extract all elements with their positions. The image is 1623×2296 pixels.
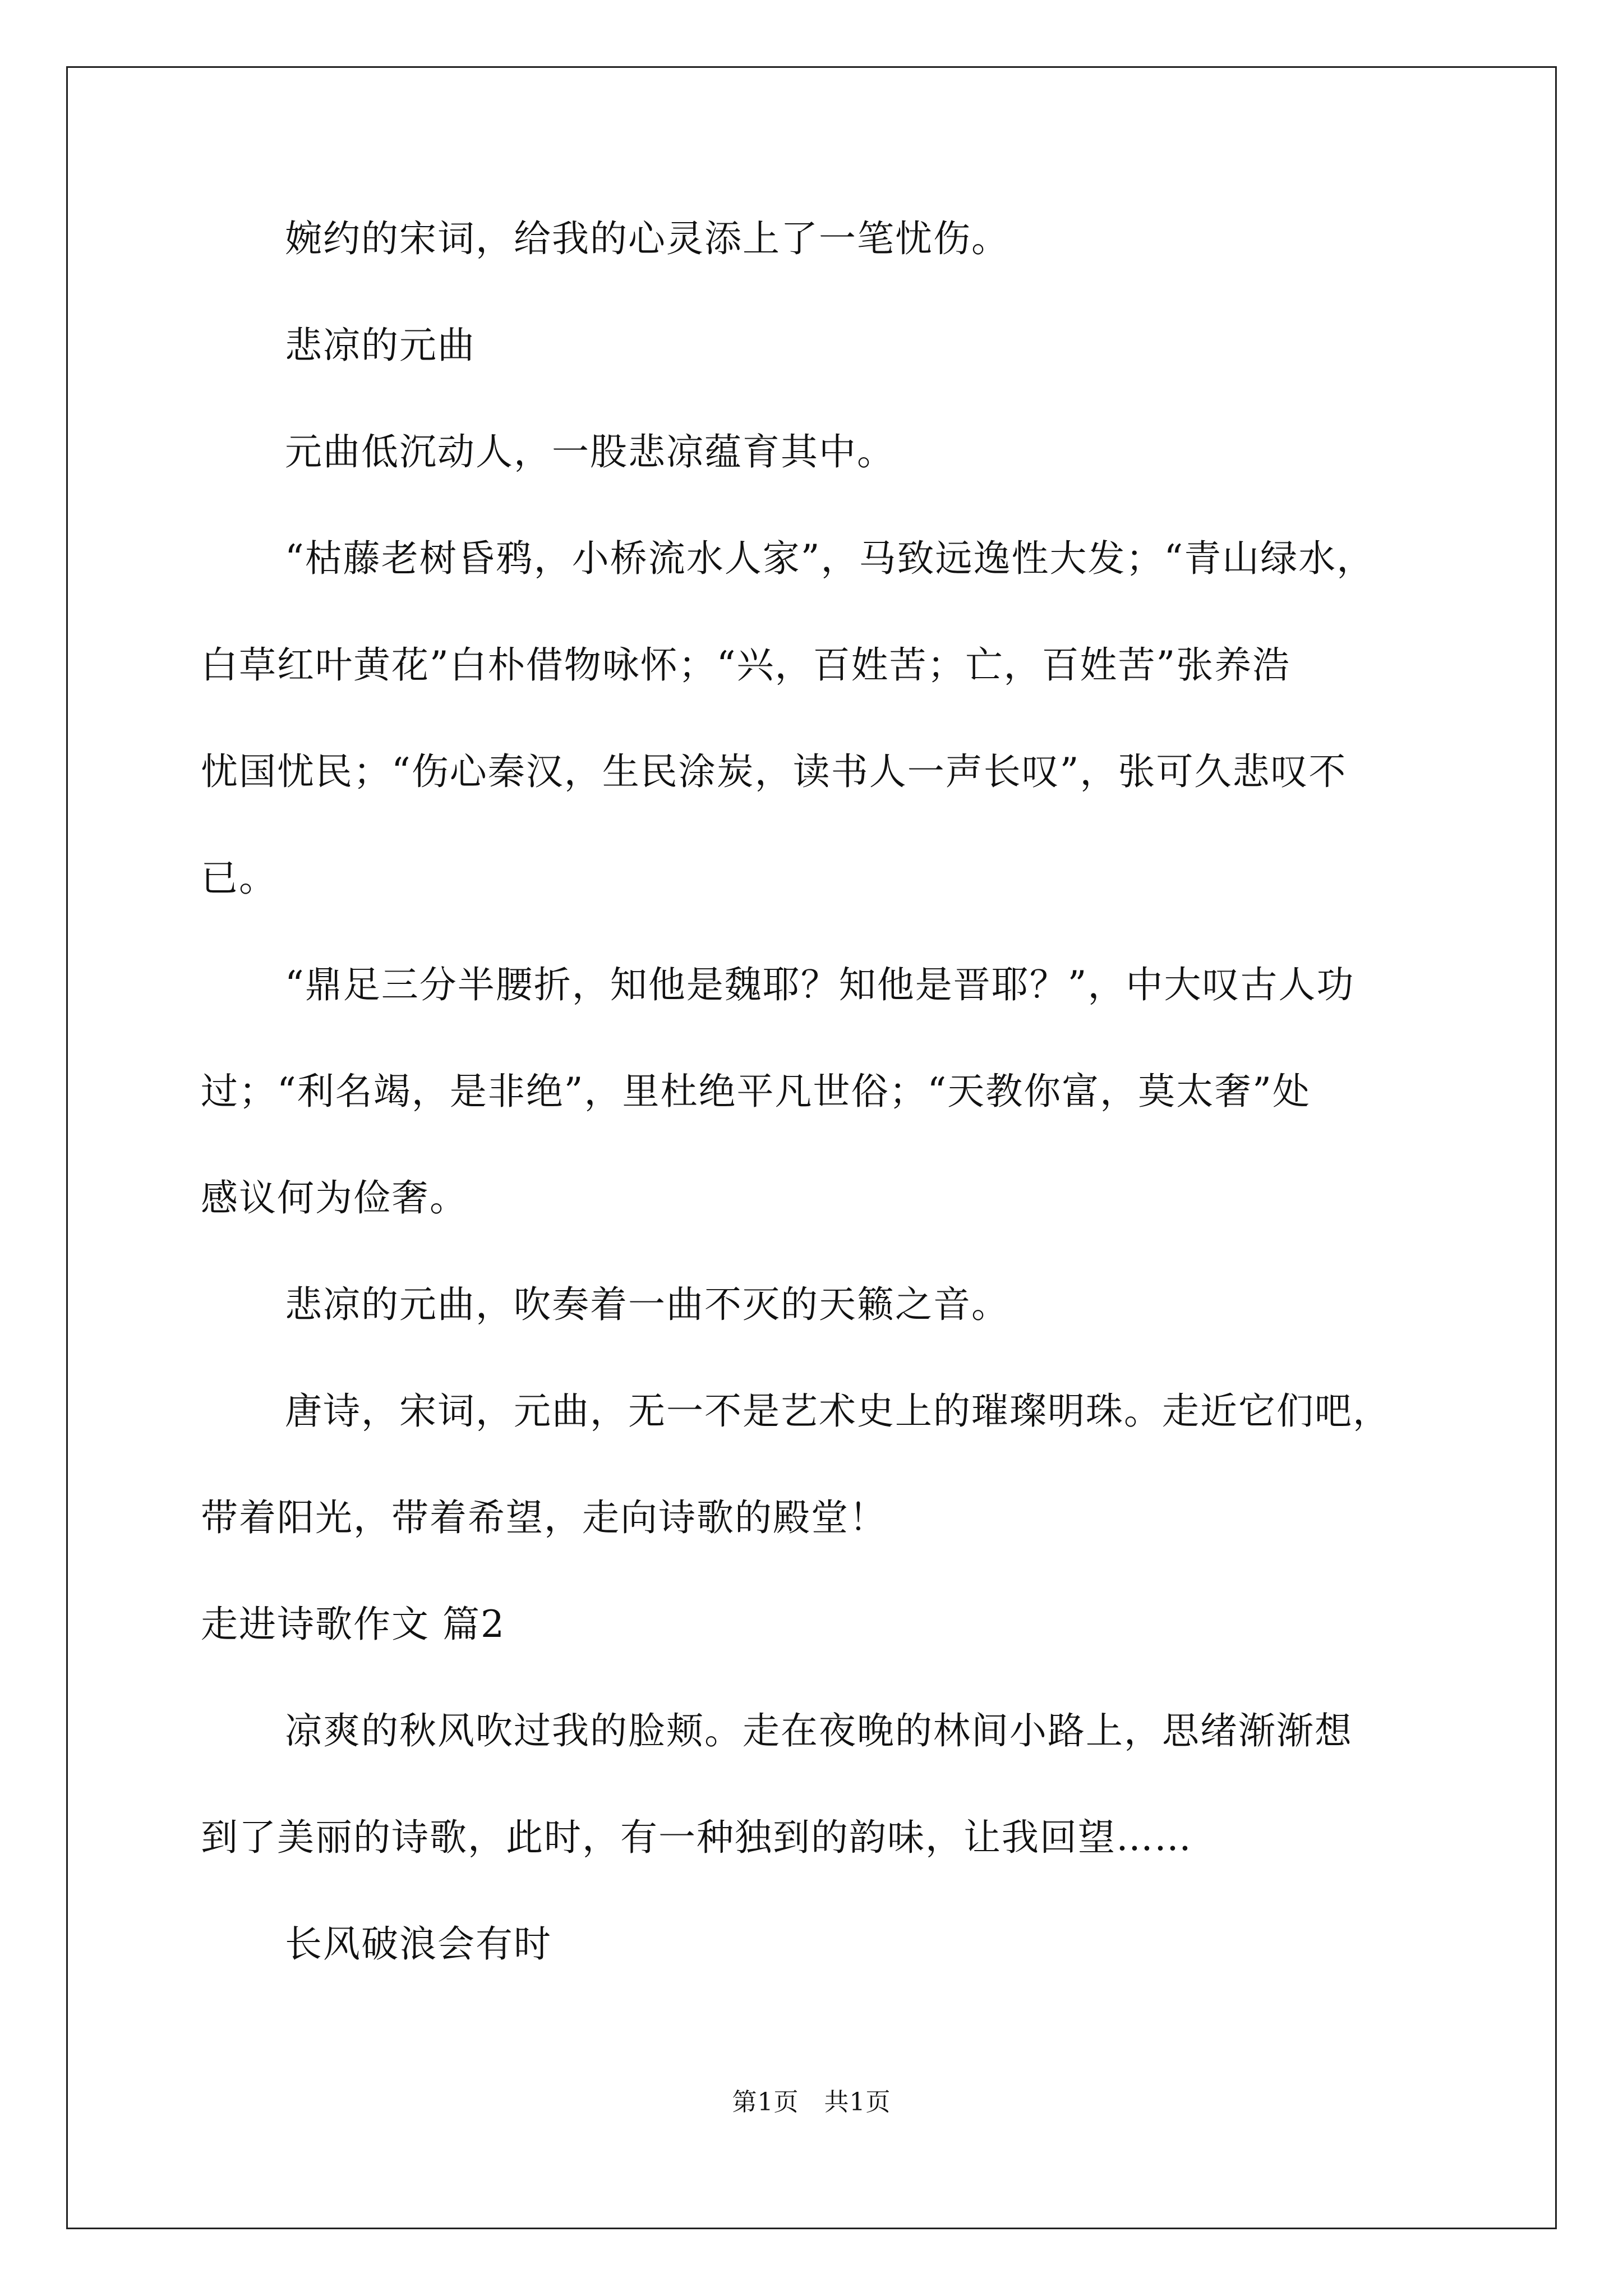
paragraph xyxy=(201,959,1435,1224)
text-line: 唐诗，宋词，元曲，无一不是艺术史上的璀璨明珠。走近它们吧， xyxy=(285,1389,1391,1433)
paragraph xyxy=(201,1386,1435,1544)
text-line: “枯藤老树昏鸦，小桥流水人家”，马致远逸性大发；“青山绿水， xyxy=(285,537,1375,580)
paragraph xyxy=(201,320,1435,371)
paragraph xyxy=(201,1599,1435,1650)
text-line: 过；“利名竭，是非绝”，里杜绝平凡世俗；“天教你富，莫太奢”处 xyxy=(201,1070,1311,1113)
paragraph xyxy=(201,1279,1435,1331)
paragraph xyxy=(201,533,1435,904)
paragraph xyxy=(201,213,1435,265)
text-line: 已。 xyxy=(201,857,277,900)
text-line: 到了美丽的诗歌，此时，有一种独到的韵味，让我回望…… xyxy=(201,1816,1192,1859)
text-line: 凉爽的秋风吹过我的脸颊。走在夜晚的林间小路上，思绪渐渐想 xyxy=(285,1709,1353,1752)
text-line: 感议何为俭奢。 xyxy=(201,1176,468,1220)
section-heading: 悲凉的元曲 xyxy=(285,324,476,367)
paragraph xyxy=(201,426,1435,478)
paragraph xyxy=(201,1918,1435,1970)
section-heading: 长风破浪会有时 xyxy=(285,1922,552,1966)
text-line: “鼎足三分半腰折，知他是魏耶？知他是晋耶？”，中大叹古人功 xyxy=(285,963,1355,1006)
article-title: 走进诗歌作文 篇2 xyxy=(201,1603,505,1646)
text-line: 婉约的宋词，给我的心灵添上了一笔忧伤。 xyxy=(285,217,1009,260)
text-line: 带着阳光，带着希望，走向诗歌的殿堂！ xyxy=(201,1496,887,1539)
text-line: 忧国忧民；“伤心秦汉，生民涂炭，读书人一声长叹”，张可久悲叹不 xyxy=(201,750,1347,793)
page-footer: 第1页 共1页 xyxy=(732,2088,891,2116)
text-line: 白草红叶黄花”白朴借物咏怀；“兴，百姓苦；亡，百姓苦”张养浩 xyxy=(201,643,1291,687)
text-line: 元曲低沉动人，一股悲凉蕴育其中。 xyxy=(285,430,895,473)
text-line: 悲凉的元曲，吹奏着一曲不灭的天籁之音。 xyxy=(285,1283,1009,1326)
paragraph xyxy=(201,1705,1435,1864)
